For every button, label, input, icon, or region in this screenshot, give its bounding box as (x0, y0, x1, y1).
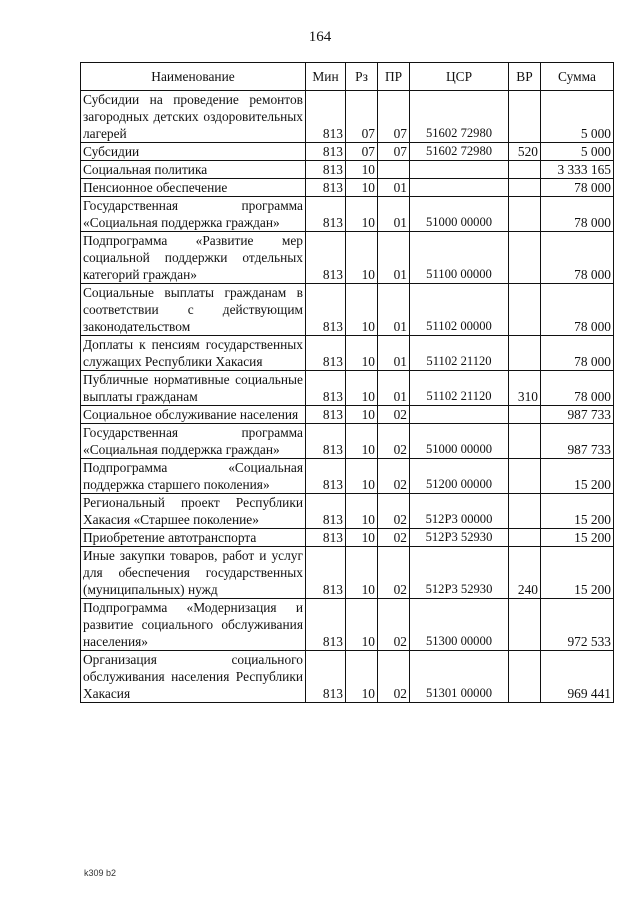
cell-rz: 10 (346, 599, 378, 651)
table-row (81, 529, 614, 547)
cell-csr: 51102 21120 (410, 336, 509, 371)
cell-vr (509, 529, 541, 547)
cell-sum: 5 000 (541, 143, 614, 161)
cell-pr: 02 (378, 599, 410, 651)
cell-pr: 02 (378, 406, 410, 424)
table-row (81, 179, 614, 197)
cell-vr (509, 91, 541, 143)
cell-vr: 520 (509, 143, 541, 161)
cell-vr (509, 651, 541, 703)
cell-rz: 10 (346, 161, 378, 179)
cell-sum: 78 000 (541, 232, 614, 284)
table-row (81, 371, 614, 406)
cell-rz: 07 (346, 91, 378, 143)
cell-sum: 78 000 (541, 179, 614, 197)
cell-min: 813 (306, 599, 346, 651)
cell-pr: 01 (378, 371, 410, 406)
cell-min: 813 (306, 91, 346, 143)
cell-vr (509, 161, 541, 179)
table-row (81, 232, 614, 284)
cell-sum: 78 000 (541, 371, 614, 406)
cell-pr: 01 (378, 284, 410, 336)
cell-sum: 5 000 (541, 91, 614, 143)
cell-vr (509, 459, 541, 494)
cell-pr (378, 161, 410, 179)
cell-vr: 310 (509, 371, 541, 406)
cell-pr: 02 (378, 529, 410, 547)
cell-min: 813 (306, 143, 346, 161)
cell-min: 813 (306, 336, 346, 371)
cell-vr (509, 284, 541, 336)
cell-rz: 10 (346, 529, 378, 547)
cell-min: 813 (306, 161, 346, 179)
cell-name: Подпрограмма «Развитие мер социальной поддержки отдельных категорий граждан» (81, 232, 306, 284)
cell-rz: 10 (346, 424, 378, 459)
cell-sum: 15 200 (541, 547, 614, 599)
cell-name: Подпрограмма «Социальная поддержка старшего поколения» (81, 459, 306, 494)
column-header-csr: ЦСР (410, 63, 509, 91)
cell-csr: 512P3 52930 (410, 529, 509, 547)
cell-vr (509, 232, 541, 284)
cell-sum: 15 200 (541, 459, 614, 494)
cell-csr: 51301 00000 (410, 651, 509, 703)
cell-min: 813 (306, 179, 346, 197)
table-row (81, 91, 614, 143)
cell-csr: 51602 72980 (410, 91, 509, 143)
cell-name: Региональный проект Республики Хакасия «Старшее поколение» (81, 494, 306, 529)
footer-code: k309 b2 (84, 868, 117, 878)
cell-rz: 10 (346, 232, 378, 284)
column-header-sum: Сумма (541, 63, 614, 91)
cell-min: 813 (306, 197, 346, 232)
table-row (81, 406, 614, 424)
cell-min: 813 (306, 371, 346, 406)
cell-name: Субсидии (81, 143, 306, 161)
cell-rz: 10 (346, 406, 378, 424)
cell-vr (509, 406, 541, 424)
cell-pr: 01 (378, 232, 410, 284)
table-row (81, 459, 614, 494)
cell-name: Государственная программа «Социальная поддержка граждан» (81, 197, 306, 232)
cell-csr: 51300 00000 (410, 599, 509, 651)
table-row (81, 494, 614, 529)
cell-sum: 15 200 (541, 529, 614, 547)
cell-pr: 01 (378, 179, 410, 197)
cell-csr: 51102 00000 (410, 284, 509, 336)
cell-vr (509, 197, 541, 232)
cell-name: Социальные выплаты гражданам в соответствии с действующим законодательством (81, 284, 306, 336)
column-header-name: Наименование (81, 63, 306, 91)
cell-min: 813 (306, 494, 346, 529)
cell-min: 813 (306, 529, 346, 547)
cell-sum: 987 733 (541, 406, 614, 424)
cell-csr: 512P3 52930 (410, 547, 509, 599)
budget-table (80, 62, 614, 703)
cell-rz: 10 (346, 371, 378, 406)
cell-min: 813 (306, 284, 346, 336)
cell-csr (410, 161, 509, 179)
cell-min: 813 (306, 406, 346, 424)
cell-name: Организация социального обслуживания населения Республики Хакасия (81, 651, 306, 703)
cell-rz: 10 (346, 336, 378, 371)
cell-pr: 02 (378, 651, 410, 703)
cell-sum: 987 733 (541, 424, 614, 459)
cell-name: Иные закупки товаров, работ и услуг для обеспечения государственных (муниципальных) нужд (81, 547, 306, 599)
cell-csr: 51100 00000 (410, 232, 509, 284)
cell-vr (509, 179, 541, 197)
cell-sum: 969 441 (541, 651, 614, 703)
table-row (81, 424, 614, 459)
cell-name: Социальная политика (81, 161, 306, 179)
cell-csr: 512P3 00000 (410, 494, 509, 529)
column-header-min: Мин (306, 63, 346, 91)
cell-min: 813 (306, 424, 346, 459)
cell-rz: 10 (346, 547, 378, 599)
cell-rz: 10 (346, 494, 378, 529)
cell-name: Подпрограмма «Модернизация и развитие социального обслуживания населения» (81, 599, 306, 651)
cell-name: Доплаты к пенсиям государственных служащих Республики Хакасия (81, 336, 306, 371)
cell-vr (509, 494, 541, 529)
cell-rz: 10 (346, 459, 378, 494)
cell-rz: 10 (346, 651, 378, 703)
cell-name: Социальное обслуживание населения (81, 406, 306, 424)
cell-csr: 51000 00000 (410, 424, 509, 459)
cell-pr: 02 (378, 494, 410, 529)
cell-name: Публичные нормативные социальные выплаты гражданам (81, 371, 306, 406)
cell-rz: 10 (346, 179, 378, 197)
table-row (81, 161, 614, 179)
column-header-pr: ПР (378, 63, 410, 91)
cell-pr: 01 (378, 336, 410, 371)
cell-rz: 10 (346, 197, 378, 232)
table-row (81, 547, 614, 599)
cell-sum: 972 533 (541, 599, 614, 651)
column-header-rz: Рз (346, 63, 378, 91)
cell-pr: 02 (378, 459, 410, 494)
table-row (81, 284, 614, 336)
cell-sum: 78 000 (541, 336, 614, 371)
cell-pr: 02 (378, 547, 410, 599)
cell-name: Пенсионное обеспечение (81, 179, 306, 197)
cell-csr: 51200 00000 (410, 459, 509, 494)
page-number: 164 (308, 29, 332, 45)
cell-pr: 01 (378, 197, 410, 232)
table-row (81, 143, 614, 161)
cell-min: 813 (306, 651, 346, 703)
cell-pr: 07 (378, 91, 410, 143)
cell-csr: 51602 72980 (410, 143, 509, 161)
cell-csr (410, 179, 509, 197)
cell-name: Приобретение автотранспорта (81, 529, 306, 547)
cell-csr: 51000 00000 (410, 197, 509, 232)
cell-rz: 10 (346, 284, 378, 336)
cell-sum: 78 000 (541, 284, 614, 336)
cell-sum: 78 000 (541, 197, 614, 232)
cell-csr: 51102 21120 (410, 371, 509, 406)
table-row (81, 336, 614, 371)
cell-vr (509, 599, 541, 651)
cell-vr (509, 424, 541, 459)
cell-sum: 15 200 (541, 494, 614, 529)
cell-pr: 07 (378, 143, 410, 161)
cell-min: 813 (306, 459, 346, 494)
cell-pr: 02 (378, 424, 410, 459)
cell-min: 813 (306, 547, 346, 599)
table-row (81, 599, 614, 651)
cell-vr (509, 336, 541, 371)
table-row (81, 651, 614, 703)
cell-vr: 240 (509, 547, 541, 599)
cell-name: Государственная программа «Социальная поддержка граждан» (81, 424, 306, 459)
column-header-vr: ВР (509, 63, 541, 91)
cell-csr (410, 406, 509, 424)
cell-name: Субсидии на проведение ремонтов загородных детских оздоровительных лагерей (81, 91, 306, 143)
cell-sum: 3 333 165 (541, 161, 614, 179)
cell-rz: 07 (346, 143, 378, 161)
table-row (81, 197, 614, 232)
cell-min: 813 (306, 232, 346, 284)
table-header-row (81, 63, 614, 91)
